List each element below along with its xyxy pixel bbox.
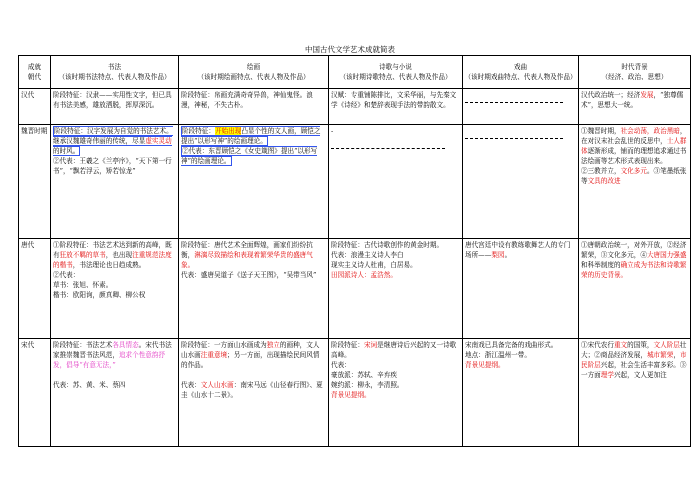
text: 的时风。 — [53, 147, 80, 156]
blank-line — [331, 148, 445, 149]
t: ；另一方面，出现描绘民间风情的作品。 — [181, 351, 320, 370]
h: 狂放不羁的草书 — [59, 251, 106, 260]
t: 豪放派：苏轼、辛弃疾 — [331, 371, 397, 380]
table-row-han — [19, 89, 691, 125]
calligraphy-cell — [51, 125, 179, 239]
t: 代表： — [181, 381, 201, 390]
era-cell: 汉代 — [19, 89, 51, 125]
t: 逐渐形成，铺而的理想追求通过书法绘画等艺术形式表现出来。 — [581, 147, 687, 166]
header-poetry-name: 诗歌与小说 — [379, 62, 412, 71]
header-background-name: 时代背景 — [621, 62, 648, 71]
h: 文具的改进 — [587, 177, 621, 186]
calligraphy-cell: 阶段特征：汉隶——实用性文字，但已具有书法美感，雄放洒脱，挥厚深沉。 — [51, 89, 179, 125]
poetry-cell — [329, 239, 463, 339]
text: ②代表：王羲之《兰亭序》，“天下第一行书”，“飘若浮云，矫若惊龙” — [53, 157, 172, 176]
era-cell: 魏晋时期 — [19, 125, 51, 239]
table-row-tang — [19, 239, 691, 339]
t: ， — [673, 351, 680, 360]
blank-line — [465, 138, 563, 139]
h: 确立成为书法和诗歌繁荣的历史背景。 — [581, 261, 687, 280]
opera-cell — [463, 339, 579, 447]
header-poetry-sub: （该时期诗歌特点、代表人物及作品） — [339, 73, 452, 81]
h: 追求个性意韵抒发，倡导“有意无法，” — [53, 351, 166, 370]
h: 宋词 — [363, 341, 378, 349]
t: 的画种，文人山水画 — [181, 341, 320, 360]
h: 独立 — [266, 341, 280, 349]
h: 大唐国力强盛 — [646, 251, 687, 260]
t: 代表：苏、黄、米、蔡四 — [53, 381, 126, 390]
t: 现实主义诗人杜甫，白居易。 — [331, 261, 417, 270]
era-cell: 唐代 — [19, 239, 51, 339]
t: 婉约派：柳永，李清照。 — [331, 381, 404, 390]
table-row-weijin — [19, 125, 691, 239]
text: 阶段特征： — [182, 127, 215, 135]
t: 。③笔墨纸张等 — [581, 167, 687, 186]
header-painting — [179, 56, 329, 89]
t: ①宋代农行 — [581, 341, 614, 349]
t: 阶段特征：书法艺术 — [53, 341, 113, 349]
h: 理学 — [600, 371, 614, 380]
background-cell — [579, 339, 691, 447]
header-poetry — [329, 56, 463, 89]
t: 代表：浪漫主义诗人李白 — [331, 251, 404, 260]
t: ①唐朝政治统一，对外开放，②经济繁荣，③文化多元，④ — [581, 241, 687, 260]
bg-text: 汉代政治统一；经济 — [581, 91, 641, 99]
t: 。宋代书法家推崇魏晋书法风范， — [53, 341, 172, 360]
t: 壮大；②商品经济发展， — [581, 341, 687, 360]
background-cell — [579, 89, 691, 125]
header-calligraphy-name: 书法 — [107, 62, 122, 71]
para — [181, 126, 320, 146]
calligraphy-cell — [51, 239, 179, 339]
para — [53, 126, 173, 156]
header-era-sub: 朝代 — [27, 73, 42, 81]
h: 田园派诗人：孟浩然。 — [331, 271, 397, 280]
h: 城市繁荣 — [646, 351, 674, 360]
t: ，也出现 — [105, 251, 133, 260]
t: 宋南戏已具备完备的戏曲形式。 — [465, 341, 558, 349]
text: ②代表：东晋顾恺之《女史箴图》提出“以形写神”的绘画理论。 — [181, 147, 318, 166]
text: - — [331, 127, 334, 135]
t: 阶段特征：唐代艺术全面辉煌，画家们纷纷抗衡， — [181, 241, 313, 260]
header-background — [579, 56, 691, 89]
h: 文人山水画 — [200, 381, 234, 390]
h: 注重意境 — [200, 351, 228, 360]
t: ①魏晋时期， — [581, 127, 621, 135]
background-cell — [579, 125, 691, 239]
h: 市民阶层 — [581, 351, 687, 370]
poetry-cell — [329, 339, 463, 447]
opera-cell — [463, 125, 579, 239]
h: 士人群体 — [581, 137, 687, 156]
t: 和科举制度的 — [581, 261, 621, 270]
t: ，在对汉末社会乱世的反思中， — [581, 127, 687, 146]
bg-highlight: 发展 — [640, 91, 654, 99]
document-title: 中国古代文学艺术成就简表 — [305, 45, 395, 54]
t: 阶段特征：古代诗歌创作的黄金时期。 — [331, 241, 444, 249]
header-era-name: 成就 — [27, 62, 42, 71]
header-painting-sub: （该时期绘画特点、代表人物及作品） — [197, 73, 310, 81]
t: ②代表： — [53, 271, 80, 280]
highlight: 虚实灵动 — [145, 137, 172, 146]
t: 草书：张旭、怀素。 — [53, 281, 113, 290]
t: 地点：浙江温州一带。 — [465, 351, 531, 360]
t: 是继唐诗后兴起的又一诗歌高峰。 — [331, 341, 457, 360]
text: 凸显个性的文人画，顾恺之提出“以形写神”的绘画理论。 — [181, 127, 321, 146]
h: 背景见提纲。 — [465, 361, 505, 370]
painting-cell — [179, 239, 329, 339]
h: 注重规范法度的楷书 — [53, 251, 172, 270]
highlight: 开始出现 — [214, 127, 242, 135]
opera-cell — [463, 239, 579, 339]
t: 楷书：欧阳询，颜真卿、柳公权 — [53, 291, 146, 300]
h: 社会动荡，政治黑暗 — [620, 127, 680, 135]
header-background-sub: （经济、政治、思想） — [601, 73, 668, 81]
t: ，书法理论也日趋成熟。 — [72, 261, 146, 270]
h: 背景见提纲。 — [331, 391, 371, 400]
poetry-cell: 汉赋：专重铺陈排比，文采华丽，与先秦文学《诗经》和楚辞表现手法的带韵散文。 — [329, 89, 463, 125]
t: 阶段特征： — [331, 341, 364, 349]
background-cell — [579, 239, 691, 339]
table-row-song — [19, 339, 691, 447]
era-cell: 宋代 — [19, 339, 51, 447]
painting-cell — [179, 125, 329, 239]
header-opera — [463, 56, 579, 89]
t: ①阶段特征：书法艺术达到新的高峰，既有 — [53, 241, 172, 260]
header-calligraphy — [51, 56, 179, 89]
header-calligraphy-sub: （该时期书法特点、代表人物及作品） — [58, 73, 171, 81]
bg-text: ，“独尊儒术”，思想大一统。 — [581, 91, 684, 110]
t: ②三教并立， — [581, 167, 621, 176]
t: 阶段特征：一方面山水画成为 — [181, 341, 267, 349]
t: 。 — [504, 251, 512, 260]
h: 梨园 — [491, 251, 505, 260]
h: 文人阶层 — [653, 341, 680, 349]
painting-cell: 阶段特征：帛画充满奇奇异兽，神仙鬼怪。浪漫，神秘，不失古朴。 — [179, 89, 329, 125]
h: 重文 — [613, 341, 628, 349]
t: 代表： — [331, 361, 351, 370]
calligraphy-cell — [51, 339, 179, 447]
t: 的国策， — [627, 341, 654, 349]
h: 各具情态 — [112, 341, 139, 349]
t: 兴起，文人更加注 — [613, 371, 667, 380]
h: 文化多元 — [620, 167, 647, 176]
h: 淋漓尽致描绘和表现着繁荣华贵的盛唐气象。 — [181, 251, 313, 270]
painting-cell — [179, 339, 329, 447]
t: 代表：盛唐吴道子《送子天王图》，“吴带当风” — [181, 271, 317, 280]
header-opera-name: 戏曲 — [513, 62, 528, 71]
header-opera-sub: （该时期戏曲特点、代表人物及作品） — [464, 73, 577, 81]
text: 阶段特征：汉字发展为自觉的书法艺术。继承汉魏雄奇伟丽的传统，尽显 — [53, 127, 173, 146]
blank-line — [465, 102, 563, 103]
t: ：南宋马远《山径春行图》、夏圭《山水十二景》。 — [181, 381, 323, 400]
header-row — [19, 56, 691, 89]
t: 兴起，社会生活丰富多彩。③一方面 — [581, 361, 687, 380]
achievements-table — [18, 55, 691, 447]
poetry-cell — [329, 125, 463, 239]
opera-cell — [463, 89, 579, 125]
header-era — [19, 56, 51, 89]
header-painting-name: 绘画 — [246, 62, 261, 71]
t: 唐代宫廷中设有教练歌舞艺人的专门场所—— — [465, 241, 571, 260]
